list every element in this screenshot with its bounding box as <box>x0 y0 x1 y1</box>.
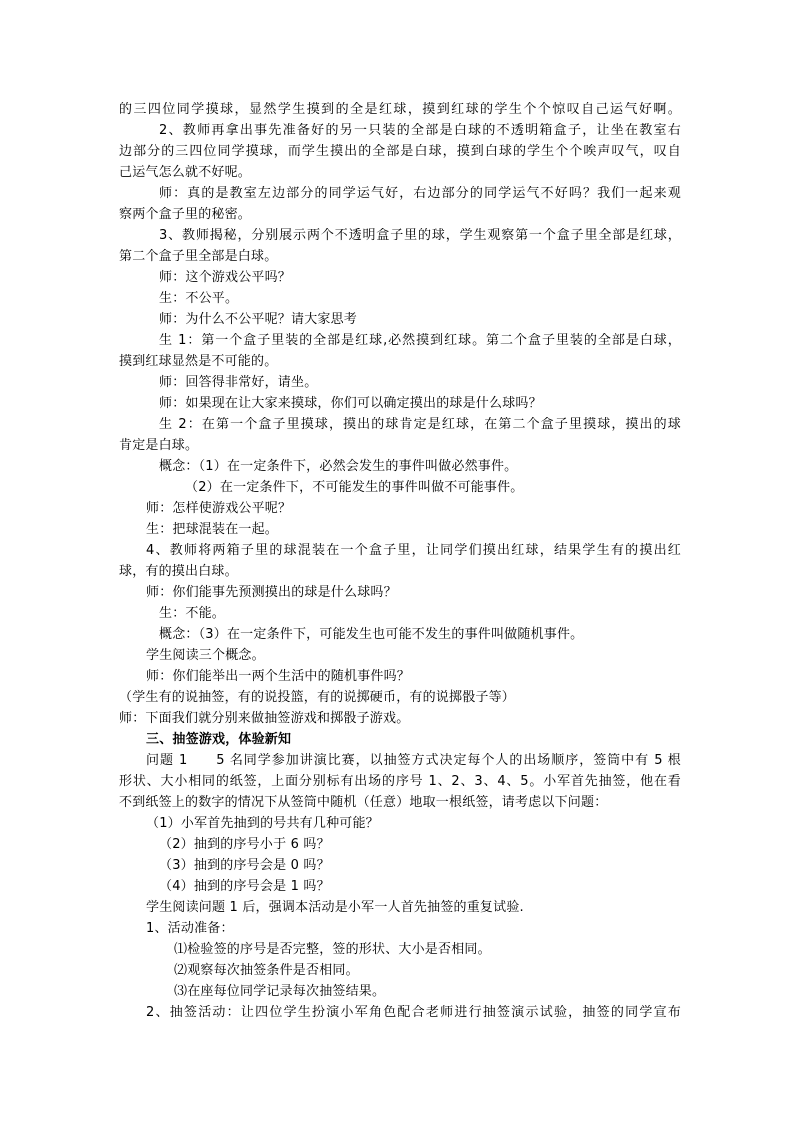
text-line-14: 师：回答得非常好，请坐。 <box>159 375 318 390</box>
text-line-11: 师：为什么不公平呢？请大家思考 <box>159 312 358 327</box>
text-line-35: （1）小军首先抽到的号共有几种可能？ <box>146 816 379 831</box>
text-line-19: （2）在一定条件下，不可能发生的事件叫做不可能事件。 <box>185 480 524 495</box>
text-line-10: 生：不公平。 <box>159 291 239 306</box>
text-line-42: ⑵观察每次抽签条件是否相同。 <box>174 963 359 978</box>
text-line-24: 师：你们能事先预测摸出的球是什么球吗？ <box>146 585 397 600</box>
text-line-21: 生：把球混装在一起。 <box>146 522 279 537</box>
text-line-25: 生：不能。 <box>159 606 226 621</box>
text-line-7: 3、教师揭秘，分别展示两个不透明盒子里的球，学生观察第一个盒子里全部是红球， <box>159 228 681 243</box>
text-line-15: 师：如果现在让大家来摸球，你们可以确定摸出的球是什么球吗？ <box>159 396 542 411</box>
text-line-39: 学生阅读问题 1 后，强调本活动是小军一人首先抽签的重复试验. <box>146 900 524 915</box>
text-line-22: 4、教师将两箱子里的球混装在一个盒子里，让同学们摸出红球，结果学生有的摸出红 <box>146 543 681 558</box>
text-line-44: 2、抽签活动：让四位学生扮演小军角色配合老师进行抽签演示试验，抽签的同学宣布 <box>146 1005 681 1020</box>
text-line-33: 形状、大小相同的纸签，上面分别标有出场的序号 1、2、3、4、5。小军首先抽签，他在看 <box>119 774 681 789</box>
text-line-26: 概念：（3）在一定条件下，可能发生也可能不发生的事件叫做随机事件。 <box>159 627 584 642</box>
text-line-27: 学生阅读三个概念。 <box>146 648 265 663</box>
text-line-12: 生 1：第一个盒子里装的全部是红球,必然摸到红球。第二个盒子里装的全部是白球， <box>159 333 681 348</box>
section-heading: 三、抽签游戏，体验新知 <box>146 732 292 747</box>
text-line-32: 问题 1 5 名同学参加讲演比赛，以抽签方式决定每个人的出场顺序，签筒中有 5 根 <box>146 753 681 768</box>
text-line-1: 的三四位同学摸球，显然学生摸到的全是红球，摸到红球的学生个个惊叹自己运气好啊。 <box>119 102 681 117</box>
text-line-29: （学生有的说抽签，有的说投篮，有的说掷硬币，有的说掷骰子等） <box>119 690 516 705</box>
text-line-23: 球，有的摸出白球。 <box>119 564 238 579</box>
text-line-20: 师：怎样使游戏公平呢？ <box>146 501 292 516</box>
text-line-2: 2、教师再拿出事先准备好的另一只装的全部是白球的不透明箱盒子，让坐在教室右 <box>159 123 681 138</box>
text-line-6: 察两个盒子里的秘密。 <box>119 207 252 222</box>
text-line-37: （3）抽到的序号会是 0 吗？ <box>159 858 330 873</box>
text-line-38: （4）抽到的序号会是 1 吗？ <box>159 879 330 894</box>
text-line-18: 概念：（1）在一定条件下，必然会发生的事件叫做必然事件。 <box>159 459 518 474</box>
text-line-30: 师：下面我们就分别来做抽签游戏和掷骰子游戏。 <box>119 711 410 726</box>
text-line-36: （2）抽到的序号小于 6 吗？ <box>159 837 330 852</box>
text-line-16: 生 2：在第一个盒子里摸球，摸出的球肯定是红球，在第二个盒子里摸球，摸出的球 <box>159 417 681 432</box>
text-line-28: 师：你们能举出一两个生活中的随机事件吗？ <box>146 669 411 684</box>
text-line-34: 不到纸签上的数字的情况下从签筒中随机（任意）地取一根纸签，请考虑以下问题： <box>119 795 608 810</box>
text-line-5: 师：真的是教室左边部分的同学运气好，右边部分的同学运气不好吗？我们一起来观 <box>159 186 681 201</box>
text-line-9: 师：这个游戏公平吗？ <box>159 270 292 285</box>
text-line-17: 肯定是白球。 <box>119 438 199 453</box>
text-line-41: ⑴检验签的序号是否完整，签的形状、大小是否相同。 <box>174 942 491 957</box>
text-line-3: 边部分的三四位同学摸球，而学生摸出的全部是白球，摸到白球的学生个个唉声叹气，叹自 <box>119 144 681 159</box>
text-line-43: ⑶在座每位同学记录每次抽签结果。 <box>174 984 386 999</box>
text-line-13: 摸到红球显然是不可能的。 <box>119 354 278 369</box>
text-line-8: 第二个盒子里全部是白球。 <box>119 249 278 264</box>
text-line-40: 1、活动准备： <box>146 921 234 936</box>
text-line-4: 己运气怎么就不好呢。 <box>119 165 252 180</box>
